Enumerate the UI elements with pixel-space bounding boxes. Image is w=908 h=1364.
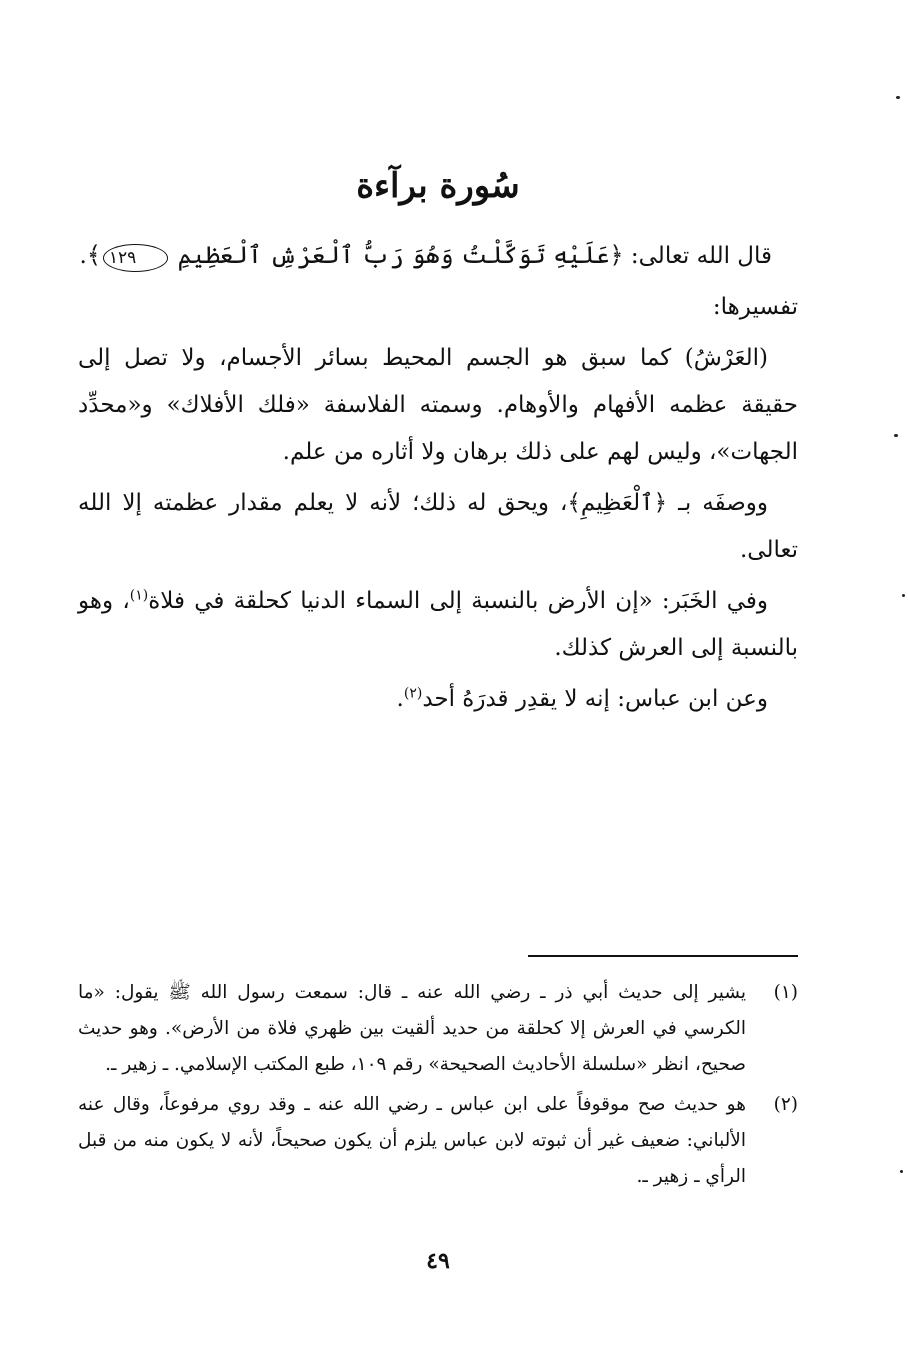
paragraph-ibn-abbas-text: وعن ابن عباس: إنه لا يقدِر قدرَهُ أحد (422, 686, 768, 712)
ayah-intro: قال الله تعالى: (623, 243, 772, 269)
footnote-ref-2[interactable]: (٢) (403, 685, 423, 702)
paragraph-ibn-abbas (78, 676, 798, 723)
paragraph-ibn-abbas-tail: . (396, 686, 404, 712)
book-page (78, 0, 798, 1364)
scan-speck (896, 96, 900, 99)
paragraph-azim-description: ووصفَه بـ ﴿ٱلْعَظِيمِ﴾، ويحق له ذلك؛ لأنه لا يعلم مقدار عظمته إلا الله تعالى. (78, 490, 798, 563)
paragraph-khabar (78, 578, 798, 672)
surah-title: سُورة برآءة (356, 166, 520, 206)
ayah-paragraph (78, 232, 798, 280)
paragraph-khabar-tail: ، وهو بالنسبة إلى العرش كذلك. (78, 588, 798, 661)
page-number: ٤٩ (426, 1248, 450, 1274)
footnotes-section (78, 975, 798, 1199)
footnote-item (78, 975, 798, 1083)
footnote-item (78, 1087, 798, 1195)
scan-speck (894, 434, 898, 437)
main-text (78, 232, 798, 727)
tafsir-label (78, 284, 798, 331)
footnote-number: (٢) (773, 1094, 798, 1115)
footnote-text: هو حديث صح موقوفاً على ابن عباس ـ رضي الله عنه ـ وقد روي مرفوعاً، وقال عنه الألباني: ضعيف غير أن ثبوته لابن عباس يلزم أن يكون صحيحاً، لأنه لا يكون منه من قبل الرأي ـ زهير ـ. (78, 1094, 746, 1187)
ayah-text: عَلَيْهِ تَوَكَّلْتُ وَهُوَ رَبُّ ٱلْعَرْشِ ٱلْعَظِيمِ (177, 241, 610, 269)
footnote-ref-1[interactable]: (١) (129, 587, 149, 604)
ayah-open-bracket: ﴿ (609, 241, 624, 269)
paragraph-khabar-text: وفي الخَبَر: «إن الأرض بالنسبة إلى السماء الدنيا كحلقة في فلاة (148, 588, 768, 614)
ayah-number-marker: ١٢٩ (103, 244, 168, 272)
ayah-end-mark: . (79, 243, 87, 269)
paragraph-arsh-definition: (العَرْشُ) كما سبق هو الجسم المحيط بسائر الأجسام، ولا تصل إلى حقيقة عظمه الأفهام والأوهام. وسمته الفلاسفة «فلك الأفلاك» و«محدِّد الجهات»، وليس لهم على ذلك برهان ولا أثاره من علم. (78, 345, 798, 465)
footnote-number: (١) (773, 982, 798, 1003)
scan-speck (902, 594, 905, 597)
scan-speck (900, 1170, 903, 1173)
footnote-text: يشير إلى حديث أبي ذر ـ رضي الله عنه ـ قال: سمعت رسول الله ﷺ يقول: «ما الكرسي في العرش إلا كحلقة من حديد ألقيت بين ظهري فلاة من الأرض». وهو حديث صحيح، انظر «سلسلة الأحاديث الصحيحة» رقم ١٠٩، طبع المكتب الإسلامي. ـ زهير ـ. (78, 982, 746, 1075)
footnote-divider (528, 955, 798, 957)
tafsir-label-text: تفسيرها: (712, 294, 798, 320)
ayah-close-bracket: ﴾ (86, 241, 101, 269)
